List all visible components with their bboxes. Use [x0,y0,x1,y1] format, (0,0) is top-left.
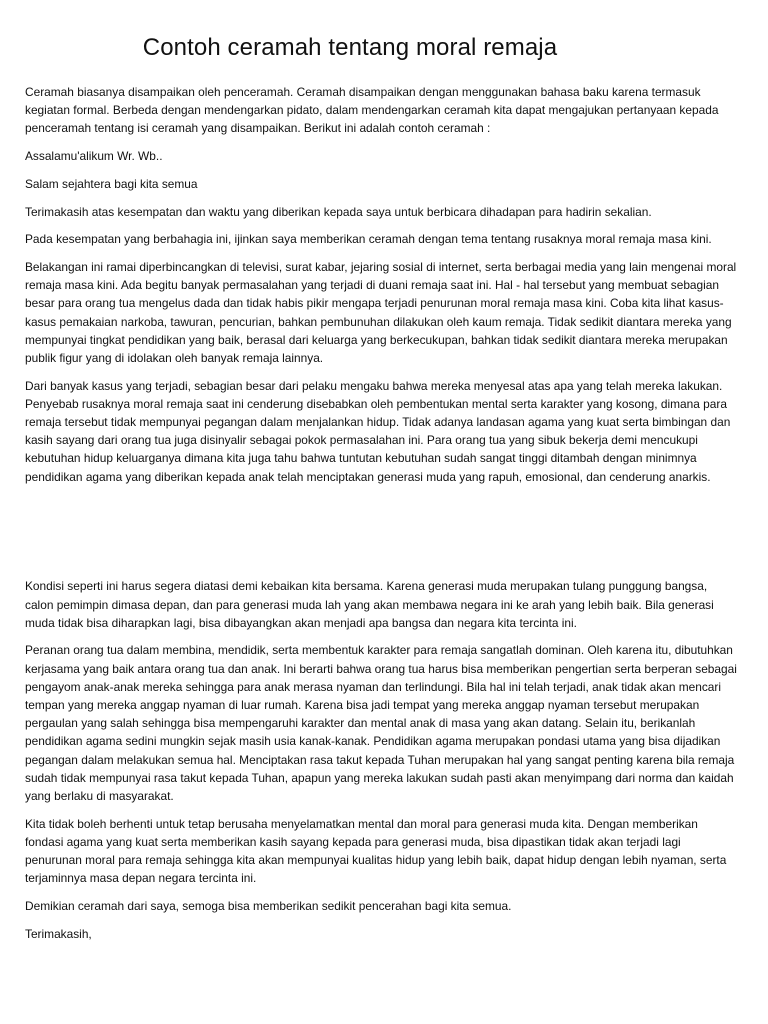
paragraph-call-to-action: Kita tidak boleh berhenti untuk tetap berusaha menyelamatkan mental dan moral para generasi muda kita. Dengan memberikan fondasi agama yang kuat serta memberikan kasih sayang kepada para generasi muda, bisa dipastikan tidak akan terjadi lagi penurunan moral para remaja sehingga kita akan mempunyai kualitas hidup yang lebih baik, dapat hidup dengan lebih nyaman, serta terjaminnya masa depan negara tercinta ini. [25,816,727,886]
paragraph-signoff: Terimakasih, [25,926,92,941]
cut-off-text-line [25,1017,225,1019]
paragraph-closing: Demikian ceramah dari saya, semoga bisa memberikan sedikit pencerahan bagi kita semua. [25,899,512,914]
page-gap [25,495,737,577]
paragraph-thanks: Terimakasih atas kesempatan dan waktu yang diberikan kepada saya untuk berbicara dihadapan para hadirin sekalian. [25,204,652,219]
paragraph-greeting: Assalamu'alikum Wr. Wb.. [25,149,163,164]
paragraph-causes: Dari banyak kasus yang terjadi, sebagian besar dari pelaku mengaku bahwa mereka menyesal atas apa yang telah mereka lakukan. Penyebab rusaknya moral remaja saat ini cenderung disebabkan oleh pembentukan mental serta karakter yang kosong, dimana para remaja tersebut tidak mempunyai pegangan dalam menjalankan hidup. Tidak adanya landasan agama yang kuat serta bimbingan dan kasih sayang dari orang tua juga disinyalir sebagai pokok permasalahan ini. Para orang tua yang sibuk bekerja demi mencukupi kebutuhan hidup keluarganya dimana kita juga tahu bahwa tuntutan kebutuhan sudah sangat tinggi ditambah dengan minimnya pendidikan agama yang diberikan kepada anak telah menciptakan generasi muda yang rapuh, emosional, dan cenderung anarkis. [25,378,731,484]
paragraph-theme: Pada kesempatan yang berbahagia ini, ijinkan saya memberikan ceramah dengan tema tentang rusaknya moral remaja masa kini. [25,232,712,247]
paragraph-condition: Kondisi seperti ini harus segera diatasi demi kebaikan kita bersama. Karena generasi muda merupakan tulang punggung bangsa, calon pemimpin dimasa depan, dan para generasi muda lah yang akan membawa negara ini ke arah yang lebih baik. Bila generasi muda tidak bisa diharapkan lagi, bisa dibayangkan akan menjadi apa bangsa dan negara kita tercinta ini. [25,579,714,630]
paragraph-salutation: Salam sejahtera bagi kita semua [25,176,198,191]
paragraph-intro: Ceramah biasanya disampaikan oleh penceramah. Ceramah disampaikan dengan menggunakan bahasa baku karena termasuk kegiatan formal. Berbeda dengan mendengarkan pidato, dalam mendengarkan ceramah kita dapat mengajukan pertanyaan kepada penceramah tentang isi ceramah yang disampaikan. Berikut ini adalah contoh ceramah : [25,85,719,136]
document-body [25,83,737,953]
paragraph-parents-role: Peranan orang tua dalam membina, mendidik, serta membentuk karakter para remaja sangatlah dominan. Oleh karena itu, dibutuhkan kerjasama yang baik antara orang tua dan anak. Ini berarti bahwa orang tua harus bisa memberikan pengertian serta berperan sebagai pengayom anak-anak mereka sehingga para anak merasa nyaman dan terlindungi. Bila hal ini telah terjadi, anak tidak akan mencari tempan yang mereka anggap nyaman di luar rumah. Karena bisa jadi tempat yang mereka anggap nyaman tersebut merupakan pergaulan yang salah sehingga bisa mempengaruhi karakter dan mental anak di masa yang akan datang. Selain itu, berikanlah pendidikan agama sedini mungkin sejak masih usia kanak-kanak. Pendidikan agama merupakan pondasi utama yang bisa dijadikan pegangan dalam melakukan semua hal. Menciptakan rasa takut kepada Tuhan merupakan hal yang sangat penting karena bila remaja sudah tidak mempunyai rasa takut kepada Tuhan, apapun yang mereka lakukan sudah pasti akan menyimpang dari norma dan kaidah yang berlaku di masyarakat. [25,643,737,804]
document-title: Contoh ceramah tentang moral remaja [142,34,558,61]
paragraph-background: Belakangan ini ramai diperbincangkan di televisi, surat kabar, jejaring sosial di internet, serta berbagai media yang lain mengenai moral remaja masa kini. Ada begitu banyak permasalahan yang terjadi di duani remaja saat ini. Hal - hal tersebut yang membuat sebagian besar para orang tua mengelus dada dan tidak habis pikir mengapa terjadi penurunan moral remaja masa kini. Coba kita lihat kasus-kasus pemakaian narkoba, tawuran, pencurian, bahkan pembunuhan dilakukan oleh kaum remaja. Tidak sedikit diantara mereka yang mempunyai tingkat pendidikan yang baik, berasal dari keluarga yang berkecukupan, bahkan tidak sedikit diantara mereka merupakan publik figur yang di idolakan oleh banyak remaja lainnya. [25,259,737,365]
